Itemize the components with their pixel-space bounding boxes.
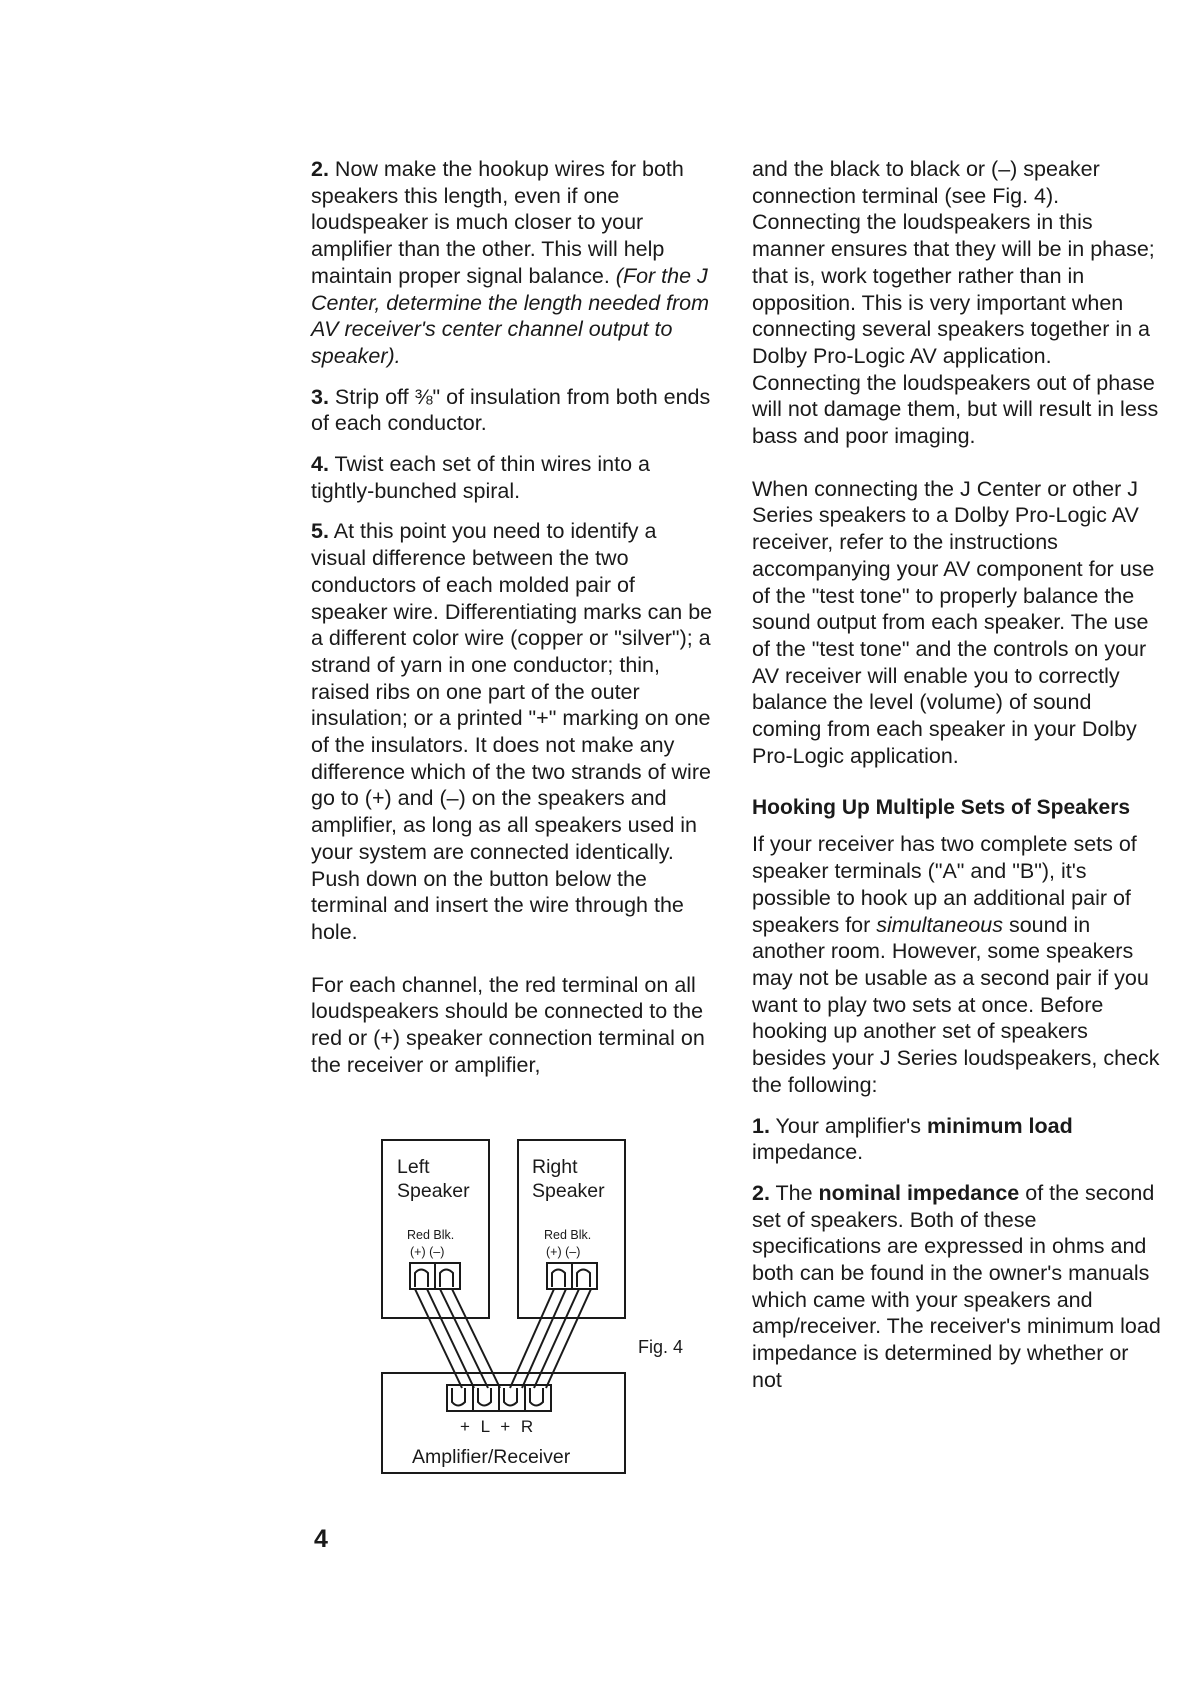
wiring-diagram — [372, 1130, 702, 1475]
item-number: 1. — [752, 1113, 770, 1138]
test-tone-paragraph: When connecting the J Center or other J Series speakers to a Dolby Pro-Logic AV receiver, refer to the instructions accompanying your AV component for use of the "test tone" to properly balance the sound output from each speaker. The use of the "test tone" and the controls on your AV receiver will enable you to correctly balance the level (volume) of sound coming from each speaker in your Dolby Pro-Logic application. — [752, 476, 1155, 768]
step-number: 3. — [311, 384, 329, 409]
step-text: Twist each set of thin wires into a tightly-bunched spiral. — [311, 452, 650, 503]
multiple-sets-text-b: sound in another room. However, some speakers may not be usable as a second pair if you want to play two sets at once. Before hooking up another set of speakers besides your J Series loudspeakers, check the following: — [752, 912, 1160, 1097]
section-heading: Hooking Up Multiple Sets of Speakers — [752, 796, 1131, 820]
amplifier-label: Amplifier/Receiver — [412, 1446, 571, 1468]
step-text: Now make the hookup wires for both speakers this length, even if one loudspeaker is much closer to your amplifier than the other. This will help maintain proper signal balance. — [311, 157, 684, 288]
item-text-a: The — [769, 1180, 819, 1205]
check-item-2 — [752, 1180, 1162, 1394]
step-4 — [311, 451, 716, 504]
multiple-sets-text-a: If your receiver has two complete sets of speaker terminals ("A" and "B"), it's possible to hook up an additional pair of speakers for — [752, 832, 1137, 937]
right-column — [752, 156, 1162, 1408]
wiring-diagram-svg — [372, 1130, 702, 1475]
left-column — [311, 156, 716, 1079]
item-bold: minimum load — [927, 1113, 1073, 1138]
phase-paragraph: and the black to black or (–) speaker connection terminal (see Fig. 4). Connecting the loudspeakers in this manner ensures that they will be in phase; that is, work together rather than in opposition. This is very important when connecting several speakers together in a Dolby Pro-Logic AV application. Connecting the loudspeakers out of phase will not damage them, but will result in less bass and poor imaging. — [752, 157, 1159, 449]
step-text: Strip off ⅜" of insulation from both ends of each conductor. — [311, 384, 711, 436]
left-speaker-line2: Speaker — [397, 1180, 470, 1202]
left-terminal-polarity: (+) (–) — [410, 1245, 445, 1259]
step-number: 2. — [311, 157, 329, 181]
right-speaker-line2: Speaker — [532, 1180, 605, 1202]
left-speaker-line1: Left — [397, 1156, 430, 1178]
step-3 — [311, 384, 716, 437]
step-5 — [311, 518, 716, 945]
item-text-b: of the second set of speakers. Both of these specifications are expressed in ohms and both can be found in the owner's manuals which came with your speakers and amp/receiver. The receiver's minimum load impedance is determined by whether or not — [752, 1180, 1161, 1392]
check-item-1 — [752, 1113, 1162, 1166]
step-note: (For the J Center, determine the length needed from AV receiver's center channel output to speaker). — [311, 263, 710, 368]
step-number: 4. — [311, 452, 329, 477]
item-bold: nominal impedance — [818, 1180, 1020, 1205]
step-2 — [311, 156, 716, 370]
right-terminal-polarity: (+) (–) — [546, 1245, 581, 1259]
figure-caption: Fig. 4 — [638, 1337, 684, 1357]
item-number: 2. — [752, 1180, 770, 1205]
step-number: 5. — [311, 519, 329, 544]
channel-paragraph: For each channel, the red terminal on all loudspeakers should be connected to the red or (+) speaker connection terminal on the receiver or amplifier, — [311, 972, 705, 1077]
step-text: At this point you need to identify a visual difference between the two conductors of each molded pair of speaker wire. Differentiating marks can be a different color wire (copper or "silver"); a strand of yarn in one conductor; thin, raised ribs on one part of the outer insulation; or a printed "+" marking on one of the insulators. It does not make any difference which of the two strands of wire go to (+) and (–) on the speakers and amplifier, as long as all speakers used in your system are connected identically. Push down on the button below the terminal and insert the wire through the hole. — [311, 519, 713, 944]
amplifier-terminal-labels: + L + R — [460, 1417, 537, 1436]
multiple-sets-italic: simultaneous — [876, 912, 1003, 937]
right-terminal-colors: Red Blk. — [544, 1228, 592, 1242]
right-speaker-line1: Right — [532, 1156, 578, 1178]
multiple-sets-paragraph — [752, 831, 1162, 1098]
item-text-a: Your amplifier's — [769, 1113, 928, 1138]
left-terminal-colors: Red Blk. — [407, 1228, 455, 1242]
item-text-b: impedance. — [752, 1140, 864, 1165]
page-number: 4 — [314, 1525, 328, 1553]
